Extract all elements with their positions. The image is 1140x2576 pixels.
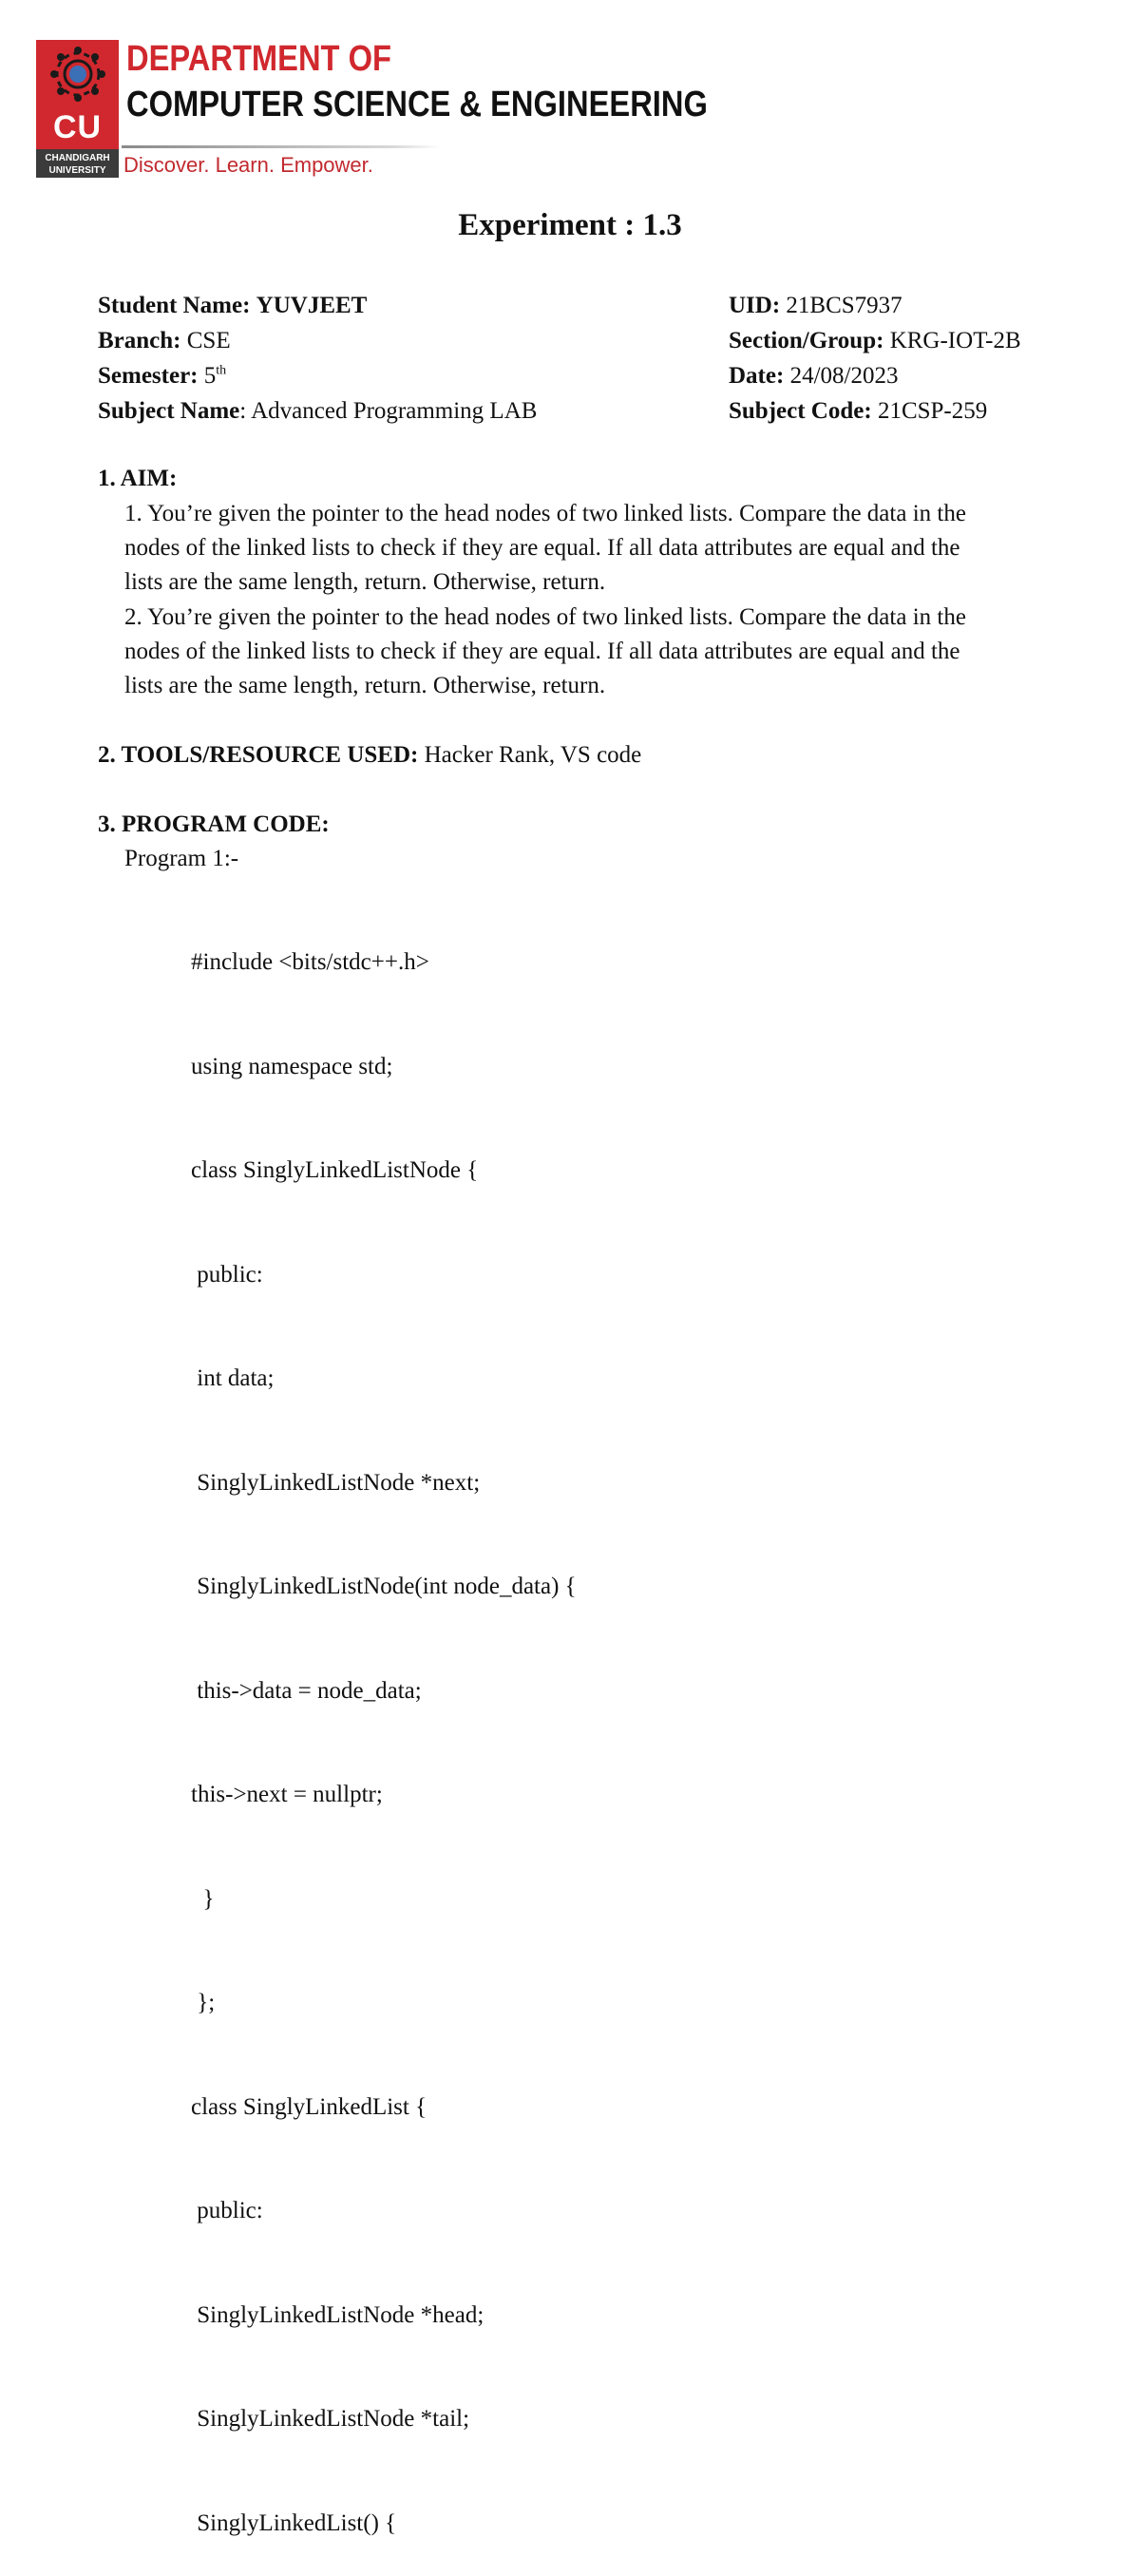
code-line: SinglyLinkedListNode(int node_data) { (191, 1574, 577, 1599)
code-line: this->data = node_data; (191, 1677, 422, 1704)
subject-name-label: Subject Name (98, 398, 240, 424)
code-line: public: (191, 1261, 263, 1288)
program-label: Program 1:- (124, 846, 239, 871)
student-name-value: YUVJEET (256, 293, 368, 318)
semester-value: 5 (203, 363, 217, 389)
code-line: }; (191, 1990, 216, 2015)
code-line: } (191, 1885, 215, 1912)
student-name-row (98, 288, 537, 323)
tagline: Discover. Learn. Empower. (124, 153, 373, 177)
code-line: #include <bits/stdc++.h> (191, 949, 429, 975)
branch-label: Branch: (98, 328, 181, 353)
code-line: int data; (191, 1365, 275, 1391)
program-code-heading: 3. PROGRAM CODE: (98, 811, 330, 837)
uid-row (729, 288, 1021, 323)
department-title-line1: DEPARTMENT OF (126, 39, 391, 79)
code-line: SinglyLinkedListNode *head; (191, 2301, 484, 2328)
semester-suffix: th (216, 363, 227, 378)
aim-2-line: lists are the same length, return. Otherwise, return. (124, 673, 606, 698)
code-line: SinglyLinkedListNode *next; (191, 1469, 481, 1496)
student-name-label: Student Name: (98, 293, 251, 318)
aim-2-line: nodes of the linked lists to check if they are equal. If all data attributes are equal and the (124, 639, 960, 664)
code-line: class SinglyLinkedList { (191, 2093, 428, 2120)
branch-row (98, 323, 537, 358)
aim-1-line: lists are the same length, return. Otherwise, return. (124, 569, 606, 595)
tools-value: Hacker Rank, VS code (418, 742, 642, 768)
code-line: using namespace std; (191, 1053, 393, 1079)
code-line: public: (191, 2198, 263, 2223)
branch-value: CSE (186, 328, 231, 353)
date-value: 24/08/2023 (789, 363, 899, 389)
logo-cu-text: CU (52, 109, 103, 145)
code-line: class SinglyLinkedListNode { (191, 1157, 479, 1183)
aim-item-2 (124, 601, 1065, 703)
subject-code-row (729, 393, 1021, 429)
date-row (729, 358, 1021, 393)
subject-code-value: 21CSP-259 (877, 398, 988, 424)
info-right-column (729, 288, 1021, 429)
subject-code-label: Subject Code: (729, 398, 872, 424)
semester-row (98, 358, 537, 393)
aim-1-line: nodes of the linked lists to check if they are equal. If all data attributes are equal and the (124, 535, 960, 561)
gear-emblem-icon (49, 46, 106, 103)
aim-heading: 1. AIM: (98, 466, 178, 491)
uid-label: UID: (729, 293, 781, 318)
semester-label: Semester: (98, 363, 199, 389)
subject-name-value: : Advanced Programming LAB (239, 398, 538, 424)
section-value: KRG-IOT-2B (889, 328, 1021, 353)
aim-2-line: 2. You’re given the pointer to the head nodes of two linked lists. Compare the data in the (124, 604, 966, 630)
tools-row (98, 738, 641, 773)
code-line: SinglyLinkedList() { (191, 2509, 397, 2536)
logo-university-name: CHANDIGARH UNIVERSITY (36, 149, 119, 178)
tools-heading: 2. TOOLS/RESOURCE USED: (98, 742, 419, 768)
header-divider (122, 145, 441, 148)
university-logo (36, 40, 119, 178)
aim-1-line: 1. You’re given the pointer to the head nodes of two linked lists. Compare the data in the (124, 501, 966, 526)
code-line: SinglyLinkedListNode *tail; (191, 2406, 470, 2432)
info-left-column (98, 288, 537, 429)
subject-name-row (98, 393, 537, 429)
uid-value: 21BCS7937 (786, 293, 902, 318)
department-title-line2: COMPUTER SCIENCE & ENGINEERING (126, 85, 708, 124)
section-label: Section/Group: (729, 328, 884, 353)
code-line: this->next = nullptr; (191, 1782, 383, 1807)
aim-item-1 (124, 497, 1065, 600)
section-row (729, 323, 1021, 358)
page-title: Experiment : 1.3 (458, 208, 682, 242)
date-label: Date: (729, 363, 785, 389)
code-block (191, 876, 577, 2576)
